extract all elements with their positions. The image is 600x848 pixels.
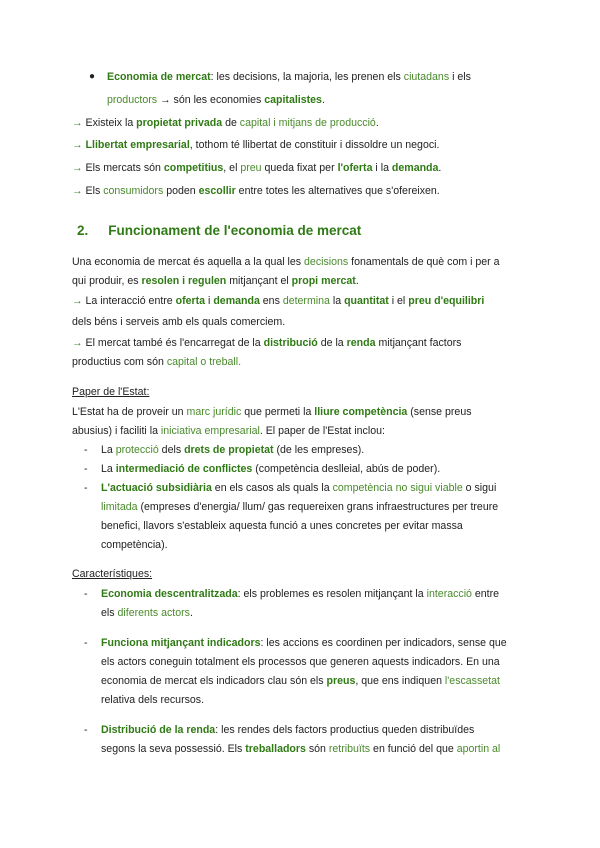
estat-line-2: abusius) i faciliti la iniciativa empresarial. El paper de l'Estat inclou: [72,425,385,437]
estat-item-3-line-3: benefici, llavors s'estableix aquesta funció a unes concretes per evitar massa [101,520,463,532]
caract-heading: Característiques: [72,568,153,580]
para1-line-6: productius com són capital o treball. [72,356,242,368]
estat-item-2: La intermediació de conflictes (competència deslleial, abús de poder). [101,463,441,475]
estat-item-3-line-4: competència). [101,539,168,551]
intro-arrow-2: → Llibertat empresarial, tothom té llibertat de constituir i dissoldre un negoci. [72,139,440,151]
caract-item-3: Distribució de la renda: les rendes dels factors productius queden distribuïdes [101,724,475,736]
caract-item-1: Economia descentralitzada: els problemes es resolen mitjançant la interacció entre [101,588,500,600]
arrow-icon: → [72,117,83,129]
dash-marker: - [84,482,88,494]
intro-arrow-1: → Existeix la propietat privada de capital i mitjans de producció. [72,117,379,129]
para1-line-4: dels béns i serveis amb els quals comerciem. [72,316,286,328]
estat-line-1: L'Estat ha de proveir un marc jurídic que permeti la lliure competència (sense preus [72,406,472,418]
bullet-dot: ● [89,71,96,82]
dash-marker: - [84,463,88,475]
estat-item-3: L'actuació subsidiària en els casos als quals la competència no sigui viable o sigui [101,482,497,494]
caract-item-2-line-2: els actors coneguin totalment els processos que generen aquests indicadors. En una [101,656,500,668]
intro-arrow-3: → Els mercats són competitius, el preu queda fixat per l'oferta i la demanda. [72,162,442,174]
arrow-icon: → [72,139,83,151]
intro-arrow-4: → Els consumidors poden escollir entre totes les alternatives que s'ofereixen. [72,185,440,197]
para1-line-5: → El mercat també és l'encarregat de la distribució de la renda mitjançant factors [72,337,462,349]
para1-line-3: → La interacció entre oferta i demanda ens determina la quantitat i el preu d'equilibri [72,295,485,307]
caract-item-2: Funciona mitjançant indicadors: les accions es coordinen per indicadors, sense que [101,637,507,649]
intro-line-1: Economia de mercat: les decisions, la majoria, les prenen els ciutadans i els [107,71,471,83]
estat-heading: Paper de l'Estat: [72,386,150,398]
section-heading [77,223,361,238]
caract-item-2-line-4: relativa dels recursos. [101,694,205,706]
section-number: 2. [77,223,89,238]
dash-marker: - [84,588,88,600]
arrow-icon: → [72,295,83,307]
caract-item-3-line-2: segons la seva possessió. Els treballadors són retribuïts en funció del que aportin al [101,743,501,755]
dash-marker: - [84,637,88,649]
dash-marker: - [84,724,88,736]
estat-item-1: La protecció dels drets de propietat (de les empreses). [101,444,365,456]
estat-item-3-line-2: limitada (empreses d'energia/ llum/ gas requereixen grans infraestructures per treure [101,501,499,513]
arrow-icon: → [72,337,83,349]
dash-marker: - [84,444,88,456]
caract-item-2-line-3: economia de mercat els indicadors clau són els preus, que ens indiquen l'escassetat [101,675,500,687]
para1-line-2: qui produir, es resolen i regulen mitjançant el propi mercat. [72,275,359,287]
para1-line-1: Una economia de mercat és aquella a la qual les decisions fonamentals de què com i per a [72,256,500,268]
intro-line-2: productors → són les economies capitalistes. [107,94,325,106]
arrow-icon: → [72,162,83,174]
caract-item-1-line-2: els diferents actors. [101,607,193,619]
arrow-icon: → [72,185,83,197]
section-title: Funcionament de l'economia de mercat [108,223,362,238]
